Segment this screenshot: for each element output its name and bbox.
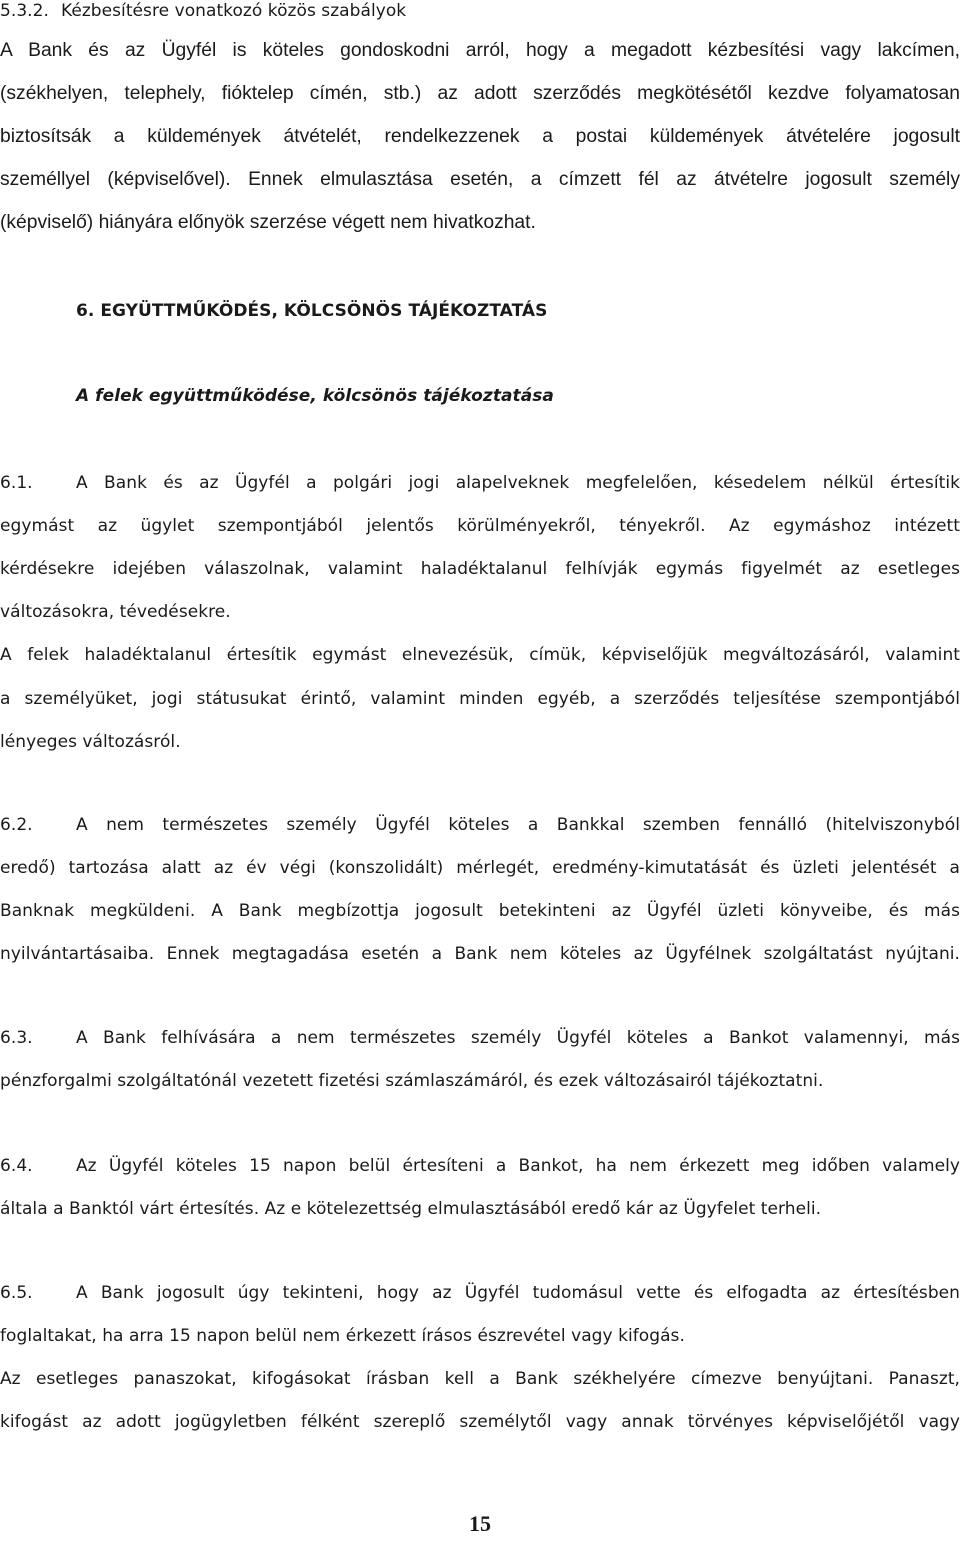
section-number: 5.3.2. (0, 1, 49, 21)
chapter-subheading: A felek együttműködése, kölcsönös tájékoztatása (76, 386, 554, 406)
paragraph-number: 6.3. (0, 1028, 33, 1048)
paragraph-line: A Bank és az Ügyfél is köteles gondoskodni arról, hogy a megadott kézbesítési vagy lakcímen, (0, 40, 960, 61)
paragraph-line: Banknak megküldeni. A Bank megbízottja jogosult betekinteni az Ügyfél üzleti könyveibe, és más (0, 901, 960, 921)
paragraph-number: 6.2. (0, 815, 33, 835)
paragraph-first-line (0, 1025, 960, 1051)
paragraph-line: Az esetleges panaszokat, kifogásokat írásban kell a Bank székhelyére címezve benyújtani. Panaszt, (0, 1369, 960, 1389)
paragraph-first-line (0, 1153, 960, 1179)
paragraph-line: változásokra, tévedésekre. (0, 602, 231, 622)
paragraph-first-line (0, 470, 960, 496)
paragraph-line: kérdésekre idejében válaszolnak, valamint haladéktalanul felhívják egymás figyelmét az esetleges (0, 559, 960, 579)
paragraph-number: 6.1. (0, 473, 33, 493)
paragraph-number: 6.4. (0, 1156, 33, 1176)
paragraph-first-line (0, 1280, 960, 1306)
paragraph-text: Az Ügyfél köteles 15 napon belül értesíteni a Bankot, ha nem érkezett meg időben valamely (76, 1156, 960, 1176)
paragraph-line: általa a Banktól várt értesítés. Az e kötelezettség elmulasztásából eredő kár az Ügyfelet terheli. (0, 1199, 822, 1219)
paragraph-text: A Bank felhívására a nem természetes személy Ügyfél köteles a Bankot valamennyi, más (76, 1028, 960, 1048)
section-heading (0, 0, 960, 24)
paragraph-line: (székhelyen, telephely, fióktelep címén, stb.) az adott szerződés megkötésétől kezdve folyamatosan (0, 83, 960, 104)
paragraph-line: A felek haladéktalanul értesítik egymást elnevezésük, címük, képviselőjük megváltozásáról, valamint (0, 645, 960, 665)
paragraph-line: a személyüket, jogi státusukat érintő, valamint minden egyéb, a szerződés teljesítése szempontjából (0, 689, 960, 709)
paragraph-line: (képviselő) hiányára előnyök szerzése végett nem hivatkozhat. (0, 212, 536, 233)
paragraph-number: 6.5. (0, 1283, 33, 1303)
paragraph-line: egymást az ügylet szempontjából jelentős körülményekről, tényekről. Az egymáshoz intézett (0, 516, 960, 536)
paragraph-line: kifogást az adott jogügyletben félként szereplő személytől vagy annak törvényes képviselőjétől vagy (0, 1412, 960, 1432)
paragraph-line: nyilvántartásaiba. Ennek megtagadása esetén a Bank nem köteles az Ügyfélnek szolgáltatást nyújtani. (0, 944, 960, 964)
paragraph-line: foglaltakat, ha arra 15 napon belül nem érkezett írásos észrevétel vagy kifogás. (0, 1326, 685, 1346)
paragraph-line: biztosítsák a küldemények átvételét, rendelkezzenek a postai küldemények átvételére jogosult (0, 126, 960, 147)
page-number: 15 (469, 1511, 491, 1536)
paragraph-line: lényeges változásról. (0, 732, 181, 752)
section-title: Kézbesítésre vonatkozó közös szabályok (60, 1, 407, 21)
paragraph-line: pénzforgalmi szolgáltatónál vezetett fizetési számlaszámáról, és ezek változásairól tájékoztatni. (0, 1071, 824, 1091)
paragraph-line: személlyel (képviselővel). Ennek elmulasztása esetén, a címzett fél az átvételre jogosult személy (0, 169, 960, 190)
paragraph-text: A nem természetes személy Ügyfél köteles a Bankkal szemben fennálló (hitelviszonyból (76, 815, 960, 835)
paragraph-line: eredő) tartozása alatt az év végi (konszolidált) mérlegét, eredmény-kimutatását és üzleti jelentését a (0, 858, 960, 878)
paragraph-text: A Bank és az Ügyfél a polgári jogi alapelveknek megfelelően, késedelem nélkül értesítik (76, 473, 960, 493)
chapter-heading: 6. EGYÜTTMŰKÖDÉS, KÖLCSÖNÖS TÁJÉKOZTATÁS (76, 301, 548, 321)
paragraph-text: A Bank jogosult úgy tekinteni, hogy az Ügyfél tudomásul vette és elfogadta az értesítésben (76, 1283, 960, 1303)
paragraph-first-line (0, 812, 960, 838)
